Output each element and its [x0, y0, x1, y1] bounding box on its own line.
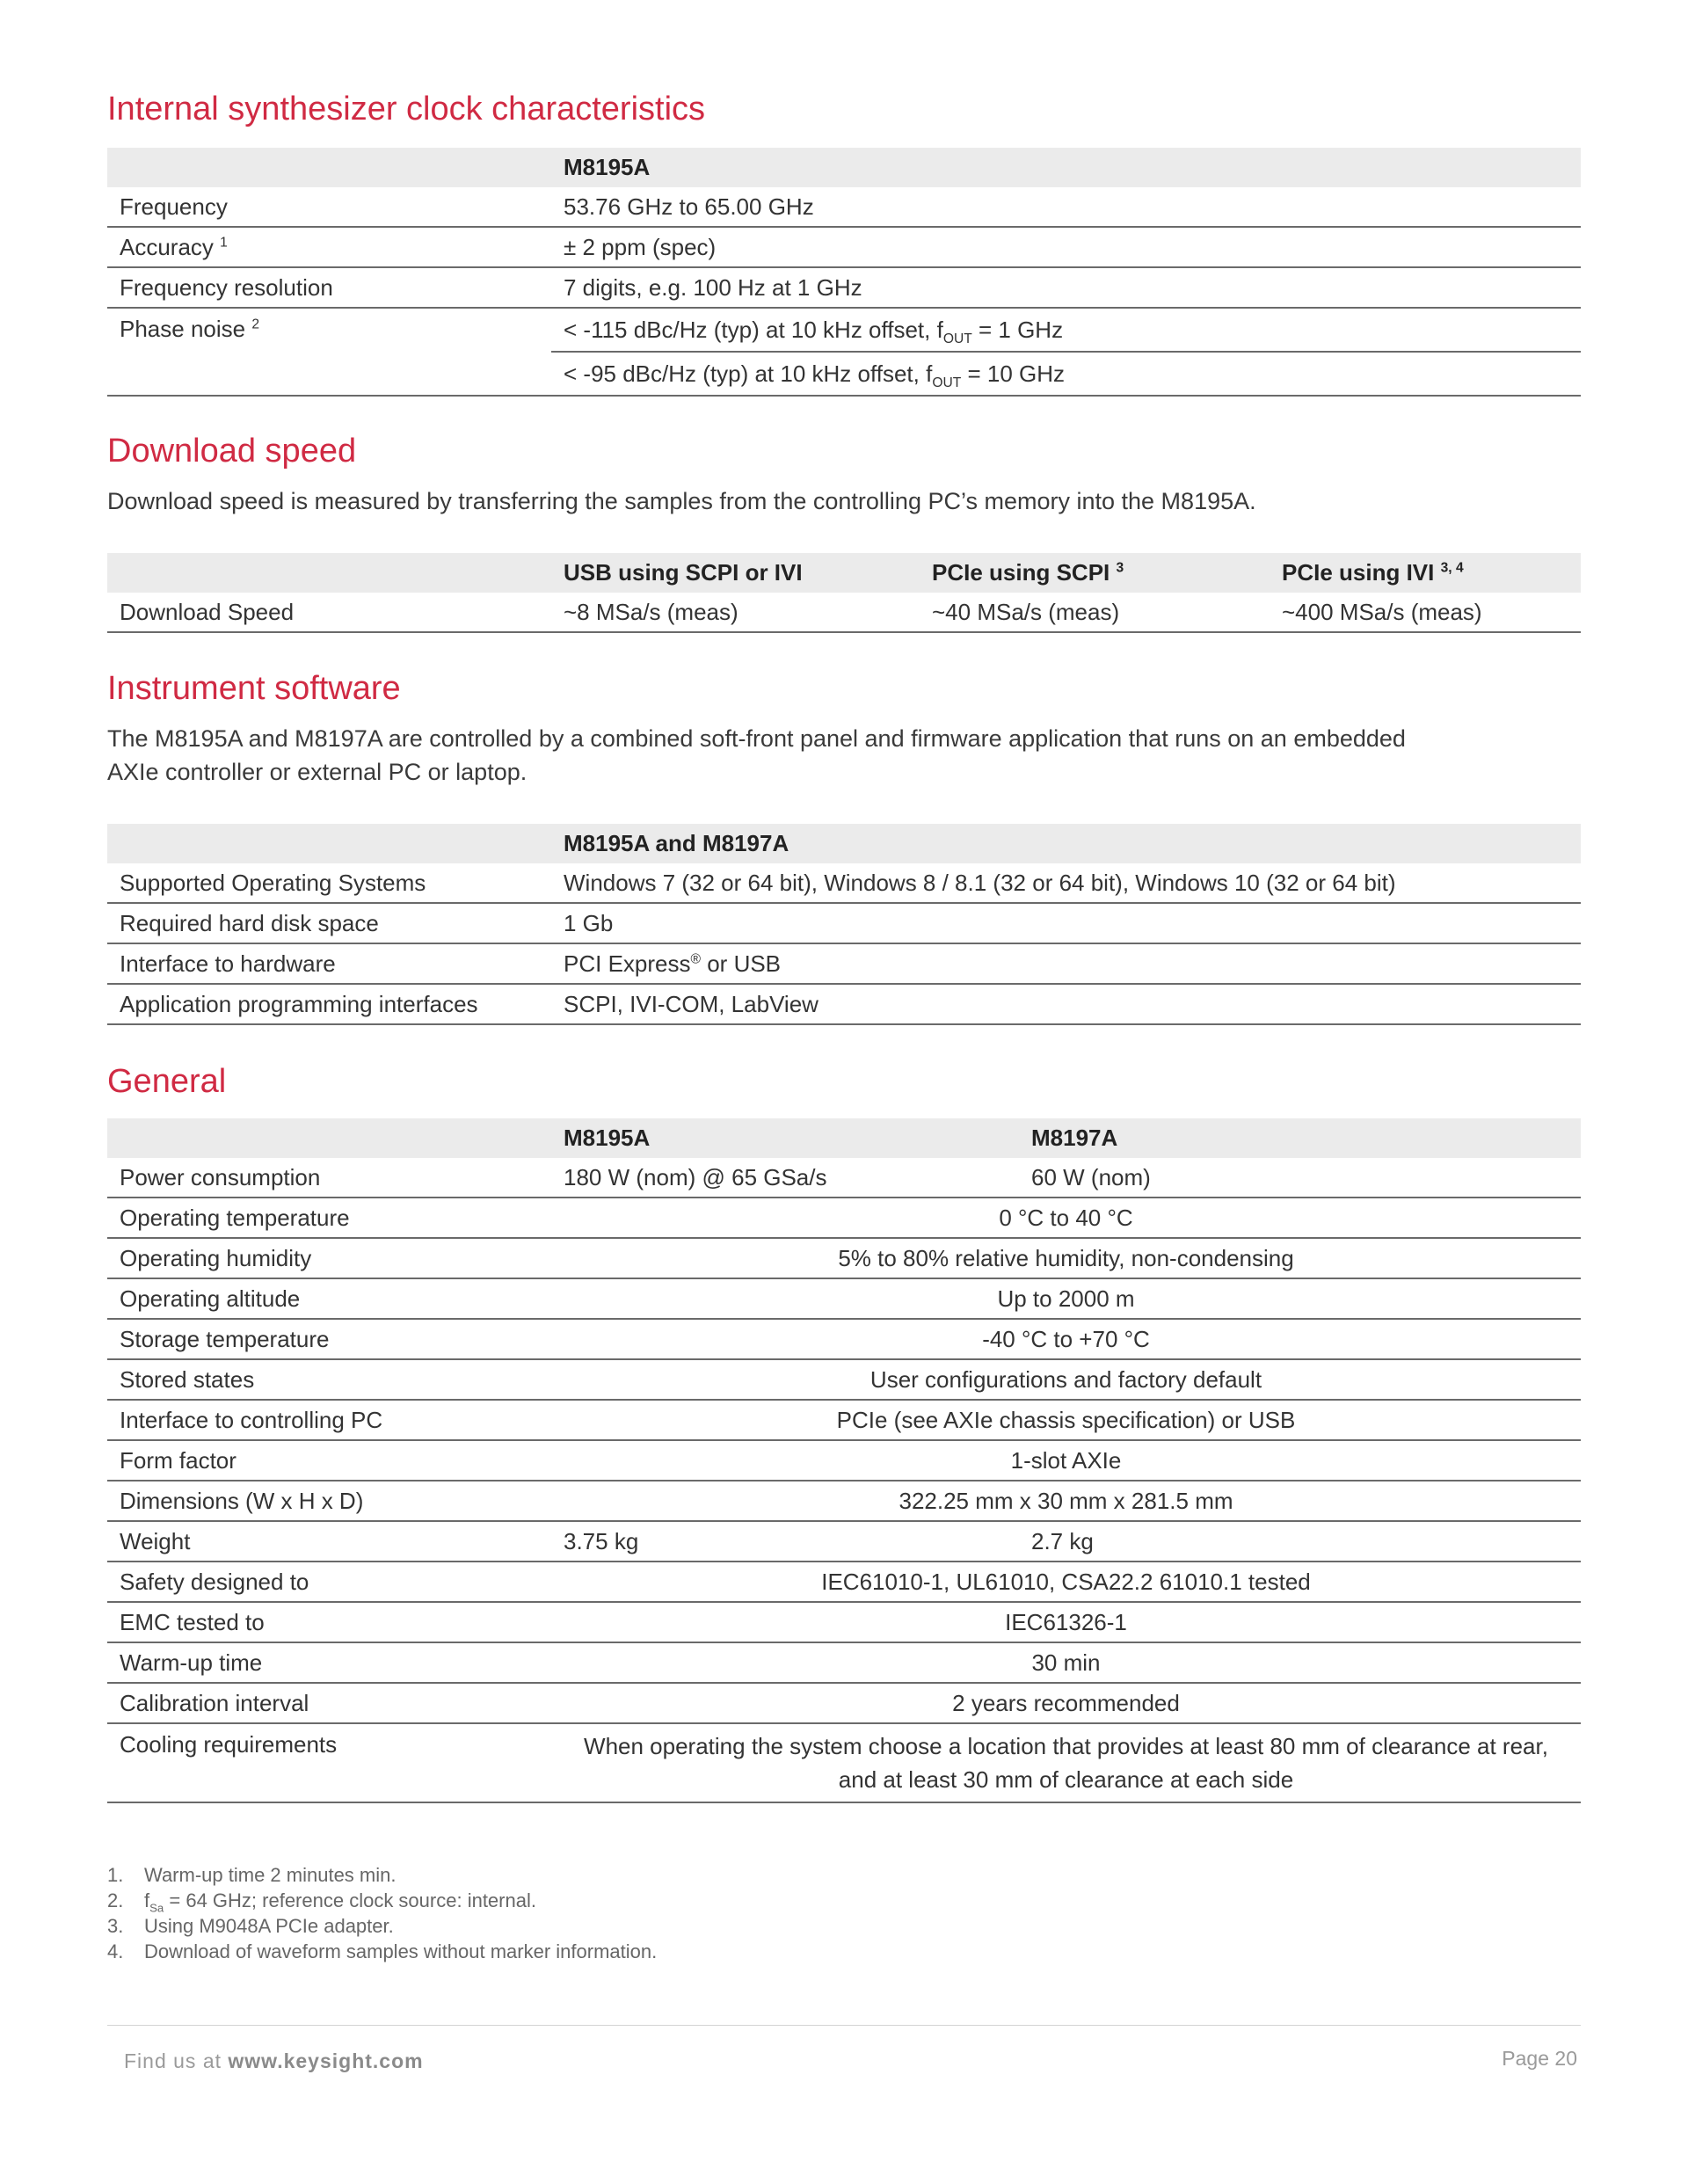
row-label: Warm-up time: [107, 1642, 551, 1683]
table-header-row: [107, 148, 1581, 187]
row-label: Frequency resolution: [107, 267, 551, 308]
header-cell: PCIe using IVI $^{3, 4}$: [1270, 553, 1581, 593]
footnote-ref: 2: [251, 317, 260, 332]
table-row: [107, 1238, 1581, 1278]
row-label: Stored states: [107, 1359, 551, 1400]
header-cell: [107, 553, 551, 593]
header-cell: PCIe using SCPI $^3$: [920, 553, 1270, 593]
table-row: [107, 1723, 1581, 1802]
row-value: < -115 dBc/Hz (typ) at 10 kHz offset, $f_{OUT} = 1$ GHz: [551, 308, 1581, 352]
table-row: [107, 1440, 1581, 1481]
row-label: Dimensions (W x H x D): [107, 1481, 551, 1521]
row-label: Power consumption: [107, 1158, 551, 1198]
row-value: 2 years recommended: [551, 1683, 1581, 1723]
table-row: [107, 267, 1581, 308]
row-value: 322.25 mm x 30 mm x 281.5 mm: [551, 1481, 1581, 1521]
row-value: IEC61010-1, UL61010, CSA22.2 61010.1 tested: [551, 1562, 1581, 1602]
general-section: [107, 1060, 1581, 1103]
row-label: Calibration interval: [107, 1683, 551, 1723]
table-row: [107, 1158, 1581, 1198]
table-row: [107, 1278, 1581, 1319]
row-value: 1 Gb: [551, 903, 1581, 943]
row-label: Operating altitude: [107, 1278, 551, 1319]
table-row: [107, 1562, 1581, 1602]
table-row: [107, 943, 1581, 984]
row-value: ~40 MSa/s (meas): [920, 593, 1270, 632]
table-header-row: [107, 553, 1581, 593]
row-label: Storage temperature: [107, 1319, 551, 1359]
row-label: Interface to hardware: [107, 943, 551, 984]
header-cell: M8195A: [551, 148, 1581, 187]
table-row: [107, 903, 1581, 943]
page-number: Page 20: [1502, 2047, 1577, 2070]
footnote: 4. Download of waveform samples without marker information.: [107, 1940, 658, 1962]
download-section: [107, 430, 1581, 518]
table-row: [107, 187, 1581, 227]
row-value: Up to 2000 m: [551, 1278, 1581, 1319]
general-table: [107, 1118, 1581, 1803]
row-value: SCPI, IVI-COM, LabView: [551, 984, 1581, 1024]
row-label: Frequency: [107, 187, 551, 227]
table-row: [107, 984, 1581, 1024]
header-cell: [107, 148, 551, 187]
header-cell: [107, 824, 551, 863]
row-label: Download Speed: [107, 593, 551, 632]
row-value: 180 W (nom) @ 65 GSa/s: [551, 1158, 1019, 1198]
header-cell: M8195A: [551, 1118, 1019, 1158]
row-label: Accuracy $^1$: [107, 227, 551, 267]
cooling-line1: When operating the system choose a location that provides at least 80 mm of clearance at rear,: [584, 1733, 1548, 1759]
table-row: [107, 1359, 1581, 1400]
table-row: [107, 1521, 1581, 1562]
row-label: Cooling requirements: [107, 1723, 551, 1802]
general-heading: General: [107, 1063, 227, 1100]
table-row: [107, 1683, 1581, 1723]
download-intro: Download speed is measured by transferring the samples from the controlling PC’s memory into the M8195A.: [107, 488, 1256, 514]
row-label: Phase noise $^2$: [107, 308, 551, 396]
row-value: ± 2 ppm (spec): [551, 227, 1581, 267]
row-value: PCIe (see AXIe chassis specification) or USB: [551, 1400, 1581, 1440]
row-value: < -95 dBc/Hz (typ) at 10 kHz offset, $f_{OUT} = 10$ GHz: [551, 352, 1581, 396]
row-value: Windows 7 (32 or 64 bit), Windows 8 / 8.1 (32 or 64 bit), Windows 10 (32 or 64 bit): [551, 863, 1581, 903]
row-value: 53.76 GHz to 65.00 GHz: [551, 187, 1581, 227]
download-heading: Download speed: [107, 433, 357, 470]
table-row: [107, 1642, 1581, 1683]
table-row: [107, 1400, 1581, 1440]
footnotes: [107, 1862, 657, 1964]
row-value: 60 W (nom): [1019, 1158, 1581, 1198]
table-row: [107, 863, 1581, 903]
table-row: [107, 1481, 1581, 1521]
table-row: [107, 593, 1581, 632]
table-row: [107, 308, 1581, 352]
row-value: 30 min: [551, 1642, 1581, 1683]
footer-url-link[interactable]: www.keysight.com: [228, 2049, 424, 2072]
row-label: Operating humidity: [107, 1238, 551, 1278]
row-label: Form factor: [107, 1440, 551, 1481]
row-value: PCI Express® or USB: [551, 943, 1581, 984]
footnote: 2. $f_{Sa} = 64$ GHz; reference clock source: internal.: [107, 1889, 536, 1915]
row-value: 5% to 80% relative humidity, non-condensing: [551, 1238, 1581, 1278]
table-header-row: [107, 824, 1581, 863]
row-value: ~400 MSa/s (meas): [1270, 593, 1581, 632]
row-value: 1-slot AXIe: [551, 1440, 1581, 1481]
row-value: 3.75 kg: [551, 1521, 1019, 1562]
software-section: [107, 667, 1581, 789]
software-intro-line2: AXIe controller or external PC or laptop.: [107, 759, 528, 785]
header-cell: [107, 1118, 551, 1158]
software-table: [107, 824, 1581, 1025]
row-value: ~8 MSa/s (meas): [551, 593, 920, 632]
row-value: -40 °C to +70 °C: [551, 1319, 1581, 1359]
row-value: User configurations and factory default: [551, 1359, 1581, 1400]
row-label: Operating temperature: [107, 1198, 551, 1238]
footer-find-us: Find us at www.keysight.com: [124, 2049, 424, 2072]
software-heading: Instrument software: [107, 670, 401, 707]
header-cell: M8195A and M8197A: [551, 824, 1581, 863]
row-label: Weight: [107, 1521, 551, 1562]
cooling-line2: and at least 30 mm of clearance at each side: [838, 1766, 1294, 1793]
synth-table: [107, 148, 1581, 397]
footnote: 3. Using M9048A PCIe adapter.: [107, 1915, 394, 1937]
row-value: [551, 1723, 1581, 1802]
header-cell: M8197A: [1019, 1118, 1581, 1158]
row-value: 2.7 kg: [1019, 1521, 1581, 1562]
synth-heading: Internal synthesizer clock characteristics: [107, 91, 706, 127]
download-table: [107, 553, 1581, 633]
table-row: [107, 1602, 1581, 1642]
software-intro-line1: The M8195A and M8197A are controlled by a combined soft-front panel and firmware application that runs on an embedded: [107, 725, 1406, 752]
footnote-ref: 3: [1116, 560, 1124, 576]
row-value: 0 °C to 40 °C: [551, 1198, 1581, 1238]
footnote-ref: 3, 4: [1440, 560, 1464, 576]
footer-divider: [107, 2025, 1581, 2026]
footnote-ref: 1: [220, 234, 228, 250]
table-row: [107, 1198, 1581, 1238]
table-row: [107, 1319, 1581, 1359]
row-label: Application programming interfaces: [107, 984, 551, 1024]
table-header-row: [107, 1118, 1581, 1158]
row-value: IEC61326-1: [551, 1602, 1581, 1642]
row-label: EMC tested to: [107, 1602, 551, 1642]
row-label: Required hard disk space: [107, 903, 551, 943]
row-label: Interface to controlling PC: [107, 1400, 551, 1440]
footnote: 1. Warm-up time 2 minutes min.: [107, 1864, 397, 1886]
table-row: [107, 227, 1581, 267]
row-label: Safety designed to: [107, 1562, 551, 1602]
row-label: Supported Operating Systems: [107, 863, 551, 903]
synth-section: [107, 88, 1581, 130]
header-cell: USB using SCPI or IVI: [551, 553, 920, 593]
row-value: 7 digits, e.g. 100 Hz at 1 GHz: [551, 267, 1581, 308]
